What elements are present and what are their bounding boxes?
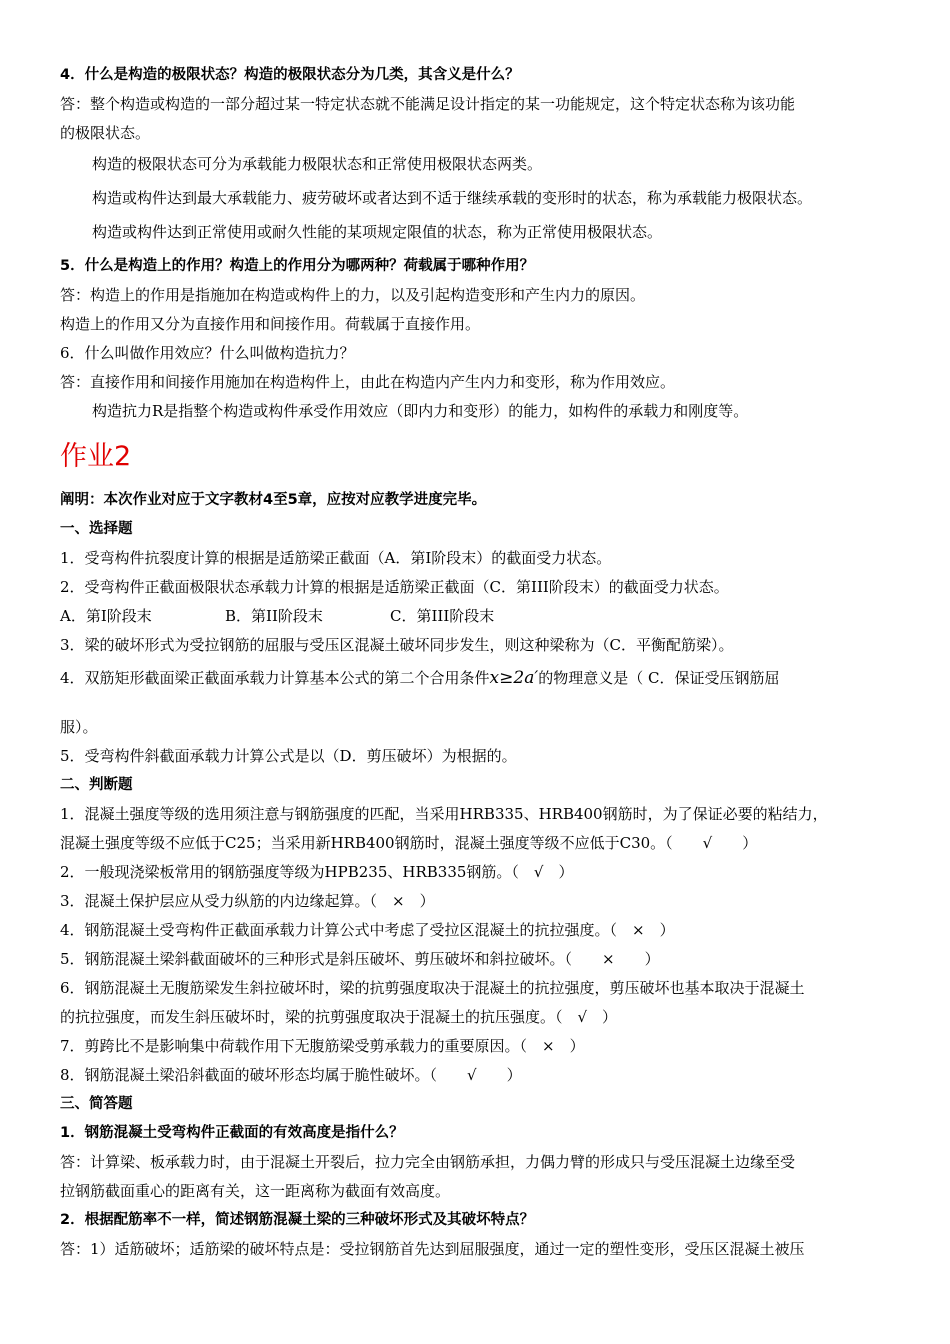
judge-1-line1: 1．混凝土强度等级的选用须注意与钢筋强度的匹配，当采用HRB335、HRB400钢筋时，为了保证必要的粘结力， <box>60 805 828 823</box>
homework-2-heading: 作业2 <box>60 441 132 472</box>
section-short-answer-title: 三、简答题 <box>60 1096 133 1112</box>
question-4-paragraph3: 构造或构件达到最大承载能力、疲劳破坏或者达到不适于继续承载的变形时的状态，称为承载能力极限状态。 <box>92 189 813 207</box>
judge-4: 4．钢筋混凝土受弯构件正截面承载力计算公式中考虑了受拉区混凝土的抗拉强度。（ × ） <box>60 921 675 939</box>
option-b: B．第II阶段末 <box>225 607 323 625</box>
question-6-answer-line2: 构造抗力R是指整个构造或构件承受作用效应（即内力和变形）的能力，如构件的承载力和刚度等。 <box>92 402 749 420</box>
short-answer-1-line1: 答：计算梁、板承载力时，由于混凝土开裂后，拉力完全由钢筋承担，力偶力臂的形成只与受压混凝土边缘至受 <box>60 1153 796 1171</box>
question-6-answer-line1: 答：直接作用和间接作用施加在构造构件上，由此在构造内产生内力和变形，称为作用效应。 <box>60 373 676 391</box>
question-4-title: 4．什么是构造的极限状态？构造的极限状态分为几类，其含义是什么？ <box>60 67 520 83</box>
judge-2: 2．一般现浇梁板常用的钢筋强度等级为HPB235、HRB335钢筋。（ √ ） <box>60 863 574 881</box>
question-4-paragraph4: 构造或构件达到正常使用或耐久性能的某项规定限值的状态，称为正常使用极限状态。 <box>92 223 663 241</box>
judge-7: 7．剪跨比不是影响集中荷载作用下无腹筋梁受剪承载力的重要原因。（ × ） <box>60 1037 585 1055</box>
section-judge-title: 二、判断题 <box>60 777 133 793</box>
choice-4-formula: x≥2a′ <box>489 668 539 688</box>
judge-8: 8．钢筋混凝土梁沿斜截面的破坏形态均属于脆性破坏。（ √ ） <box>60 1066 522 1084</box>
question-4-answer-line1: 答：整个构造或构造的一部分超过某一特定状态就不能满足设计指定的某一功能规定，这个特定状态称为该功能 <box>60 95 796 113</box>
judge-1-line2: 混凝土强度等级不应低于C25；当采用新HRB400钢筋时，混凝土强度等级不应低于C30。（ √ ） <box>60 834 758 852</box>
question-4-answer-line2: 的极限状态。 <box>60 124 151 142</box>
judge-3: 3．混凝土保护层应从受力纵筋的内边缘起算。（ × ） <box>60 892 435 910</box>
short-answer-2-line1: 答：1）适筋破坏；适筋梁的破坏特点是：受拉钢筋首先达到屈服强度，通过一定的塑性变形，受压区混凝土被压 <box>60 1240 805 1258</box>
judge-6-line2: 的抗拉强度，而发生斜压破坏时，梁的抗剪强度取决于混凝土的抗压强度。（ √ ） <box>60 1008 618 1026</box>
question-5-answer-line2: 构造上的作用又分为直接作用和间接作用。荷载属于直接作用。 <box>60 315 481 333</box>
option-c: C．第III阶段末 <box>390 607 495 625</box>
choice-4-text-before: 4．双筋矩形截面梁正截面承载力计算基本公式的第二个合用条件 <box>60 669 490 687</box>
homework-note: 阐明：本次作业对应于文字教材4至5章，应按对应教学进度完毕。 <box>60 492 487 508</box>
option-a: A．第I阶段末 <box>60 607 152 625</box>
short-answer-1-line2: 拉钢筋截面重心的距离有关，这一距离称为截面有效高度。 <box>60 1182 451 1200</box>
section-choice-title: 一、选择题 <box>60 521 133 537</box>
choice-2: 2．受弯构件正截面极限状态承载力计算的根据是适筋梁正截面（C．第III阶段末）的截面受力状态。 <box>60 578 729 596</box>
choice-1: 1．受弯构件抗裂度计算的根据是适筋梁正截面（A．第I阶段末）的截面受力状态。 <box>60 549 612 567</box>
choice-2-options <box>60 602 494 631</box>
choice-5: 5．受弯构件斜截面承载力计算公式是以（D．剪压破坏）为根据的。 <box>60 747 517 765</box>
question-4-paragraph2: 构造的极限状态可分为承载能力极限状态和正常使用极限状态两类。 <box>92 155 543 173</box>
choice-3: 3．梁的破坏形式为受拉钢筋的屈服与受压区混凝土破坏同步发生，则这种梁称为（C．平衡配筋梁）。 <box>60 636 734 654</box>
short-answer-2-title: 2．根据配筋率不一样，简述钢筋混凝土梁的三种破坏形式及其破坏特点？ <box>60 1212 535 1228</box>
judge-5: 5．钢筋混凝土梁斜截面破坏的三种形式是斜压破坏、剪压破坏和斜拉破坏。（ × ） <box>60 950 660 968</box>
question-5-answer-line1: 答：构造上的作用是指施加在构造或构件上的力，以及引起构造变形和产生内力的原因。 <box>60 286 646 304</box>
judge-6-line1: 6．钢筋混凝土无腹筋梁发生斜拉破坏时，梁的抗剪强度取决于混凝土的抗拉强度，剪压破坏也基本取决于混凝土 <box>60 979 805 997</box>
choice-4-text-after: 的物理意义是（ C．保证受压钢筋屈 <box>538 669 780 687</box>
choice-4-line1 <box>60 664 779 693</box>
question-5-title: 5．什么是构造上的作用？构造上的作用分为哪两种？荷载属于哪种作用？ <box>60 258 535 274</box>
choice-4-line2: 服）。 <box>60 718 98 736</box>
short-answer-1-title: 1．钢筋混凝土受弯构件正截面的有效高度是指什么？ <box>60 1125 404 1141</box>
question-6-title: 6．什么叫做作用效应？什么叫做构造抗力？ <box>60 344 355 362</box>
